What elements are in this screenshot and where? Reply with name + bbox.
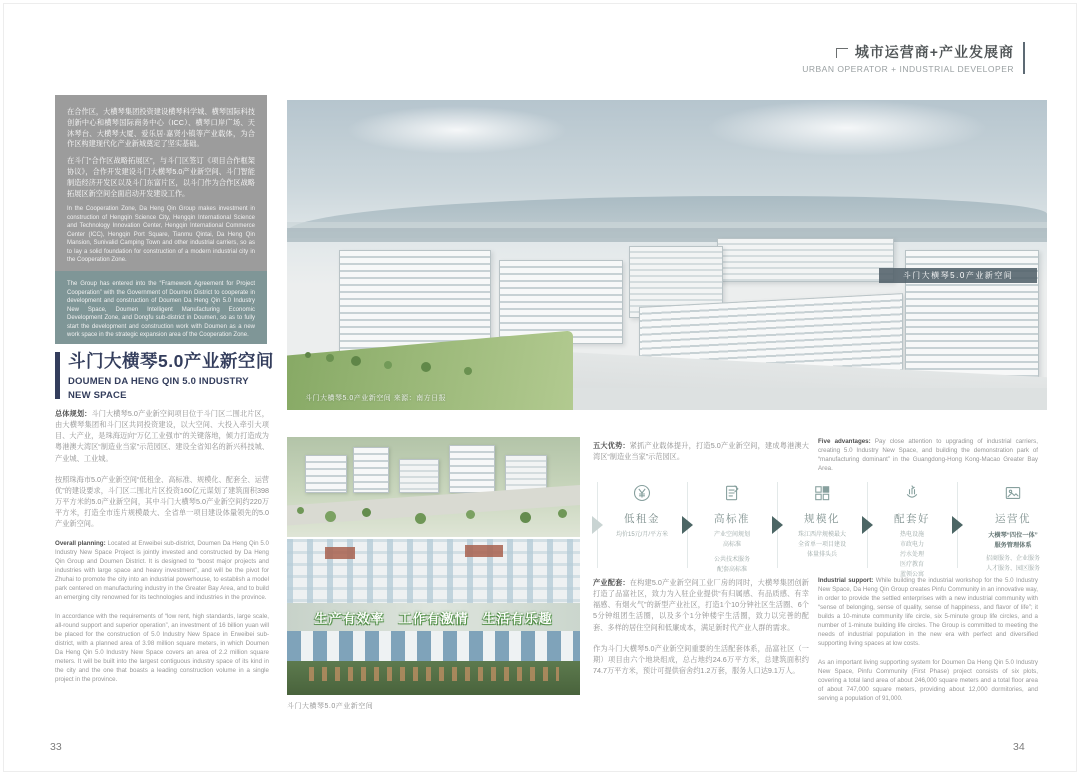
advantage-title: 高标准 [714, 513, 750, 525]
industrial-support-label-en: Industrial support: [818, 577, 874, 584]
header-title-en: URBAN OPERATOR + INDUSTRIAL DEVELOPER [802, 64, 1014, 74]
advantage-item-scale [785, 482, 859, 568]
five-advantages-zh-body: 紧抓产业载体提升，打造5.0产业新空间，建成粤港澳大湾区“制造业当家”示范园区。 [593, 441, 809, 462]
intro-box [55, 95, 267, 344]
advantage-item-support [875, 482, 949, 578]
section-title-zh: 斗门大横琴5.0产业新空间 [68, 351, 274, 371]
five-advantages-en-text [818, 438, 1038, 474]
cloud-shape [347, 106, 567, 154]
header-title-zh [802, 42, 1014, 62]
advantage-sub [965, 555, 1061, 575]
overall-planning-en [55, 540, 269, 695]
five-advantages-label-zh: 五大优势： [593, 441, 630, 450]
advantage-sub-line: 市政电力 [899, 541, 924, 548]
five-advantages-zh-text [593, 440, 809, 462]
slogan-banner-text: 生产有效率 工作有激情 生活有乐趣 [314, 610, 553, 626]
sea-strip-shape [287, 228, 1047, 242]
building-sign: 斗门大横琴5.0产业新空间 [879, 268, 1037, 283]
intro-paragraph-en-1: In the Cooperation Zone, Da Heng Qin Group makes investment in construction of Hengqin Science City, Hengqin International Science and Technology Innovation Center, Hengqin International Commerce Center (ICC), Hengqin Port Square, Tianmu Qintai, Da Heng Qin Mansion, Sunivalid Camping Town and other industrial carriers, so as to lay a solid foundation for construction of a modern industrial city in the Cooperation Zone. [67, 206, 255, 264]
advantage-sub [695, 531, 769, 576]
five-advantages-en-body: Pay close attention to upgrading of industrial carriers, creating 5.0 Industry New Space, and building the demonstration park of “manufacturing dominant” in the Guangdong-Hong Kong-Macao Greater Bay Area. [818, 438, 1038, 472]
aerial-render-photo [287, 437, 580, 537]
intro-paragraph-zh-2: 在斗门“合作区战略拓展区”，与斗门区签订《项目合作框架协议》，合作开发建设斗门大横琴5.0产业新空间、斗门智能制造经济开发区以及斗门东富片区，以斗门作为合作区战略拓展区新空间全面启动开发建设工作。 [67, 156, 255, 198]
page-number-right: 34 [1013, 741, 1025, 753]
arrow-right-icon [589, 482, 605, 568]
advantage-item-operation [965, 482, 1061, 573]
advantage-sub-line: 服务管理体系 [994, 541, 1032, 549]
advantage-sub-line: 人才服务、园区服务 [985, 566, 1040, 573]
advantage-sub-line: 热电设施 [899, 532, 924, 538]
overall-planning-zh-2: 按照珠海市5.0产业新空间“低租金、高标准、规模化、配套全、运营优”的建设要求，斗门区二围北片区投资160亿元谋划了建筑面积398万平方米的5.0产业新空间，其中斗门大横琴5.0产业新空间约220万平方米，打造全市连片规模最大、全省单一项目建设体量领先的5.0产业新空间。 [55, 474, 269, 529]
advantage-sub-line: 体量排头兵 [806, 551, 837, 558]
five-advantages-en [818, 438, 1038, 484]
window-band-shape [287, 631, 580, 661]
overall-planning-en-1 [55, 540, 269, 603]
advantage-item-high-standard [695, 482, 769, 573]
advantage-sub-line: 全省单一项目建设 [797, 541, 846, 548]
industrial-support-zh [593, 577, 809, 686]
advantage-sub-line: 招商服务、企业服务 [985, 556, 1040, 563]
tree-dots-shape [305, 352, 311, 358]
overall-planning-zh [55, 408, 269, 540]
advantage-title: 规模化 [804, 513, 840, 525]
advantage-title: 运营优 [995, 513, 1031, 525]
intro-paragraph-en-2: The Group has entered into the “Framework Agreement for Project Cooperation” with the Government of Doumen District to cooperate in development and construction of Doumen Da Heng Qin 5.0 Industry New Space, Doumen Intelligent Manufacturing Economic Development Zone, and Dongfu sub-district in Doumen, so as to fully start the development and construction work with Doumen as a new work space in the strategic expansion area of the Cooperation Zone. [55, 271, 267, 344]
blocks-grid-icon [812, 483, 832, 503]
page-header [802, 42, 1025, 74]
arrow-right-icon [679, 482, 695, 568]
advantage-title: 低租金 [624, 513, 660, 525]
advantage-sub-line: 医疗教育 [899, 561, 924, 568]
arrow-right-icon [949, 482, 965, 568]
advantage-sub-line: 大横琴“四位一体” [988, 532, 1038, 539]
advantage-sub [875, 531, 949, 580]
advantage-item-low-rent [605, 482, 679, 568]
slogan-banner [287, 603, 580, 631]
advantage-sub-line: 均价15元/月/平方米 [615, 532, 668, 538]
yuan-coin-icon [632, 483, 652, 503]
advantage-sub [605, 531, 679, 541]
header-title-zh-text: 城市运营商+产业发展商 [854, 44, 1014, 60]
advantage-sub-line: 高标准 [722, 541, 741, 548]
building-shape [449, 445, 495, 493]
advantage-sub-line: 产业空间规划 [713, 532, 750, 538]
courtyard-photo [287, 539, 580, 695]
section-title [55, 352, 274, 402]
community-photo-caption: 斗门大横琴5.0产业新空间 [287, 703, 374, 710]
pergola-shape [309, 667, 559, 681]
industrial-support-en-1-text: While building the industrial workshop for the 5.0 Industry New Space, Da Heng Qin Group creates Pinfu Community in an innovative way, in order to provide the settled enterprises with a new industrial community with “sense of belonging, sense of quality, sense of happiness, and flavor of life”; it builds a 10-minute community life circle, six 5-minute group life circles, and a number of 1-minute building life circles. The Group is committed to meeting the needs of industrial population in the new era with perfect and diversified supporting living spaces at low costs. [818, 577, 1038, 647]
image-frame-icon [1003, 483, 1023, 503]
advantage-sub-line: 珠江西岸规模最大 [797, 532, 846, 538]
overall-planning-zh-1 [55, 408, 269, 464]
industrial-support-zh-1 [593, 577, 809, 633]
page-number-left: 33 [50, 741, 62, 753]
advantage-title: 配套好 [894, 513, 930, 525]
hand-service-icon [902, 483, 922, 503]
advantage-sub-line: 公共技术服务 [713, 556, 750, 563]
arrow-right-icon [859, 482, 875, 568]
building-shape [305, 455, 347, 493]
industrial-support-label-zh: 产业配套： [593, 578, 630, 587]
building-shape [399, 459, 439, 493]
overall-planning-en-2: In accordance with the requirements of “low rent, high standards, large scale, all-round support and superior operation”, an investment of 16 billion yuan will be placed for the construction of 5.0 Industry New Space in Erweibei sub-district, with a planned area of 3.98 million square meters, in which Doumen Da Heng Qin 5.0 Industry New Space covers an area of 2.2 million square meters. It will be built into the largest contiguous industry space of its kind in the city and the one that boasts a leading construction volume in a single project in the province. [55, 612, 269, 683]
overall-planning-en-1-text: Located at Erweibei sub-district, Doumen Da Heng Qin 5.0 Industry New Space Project is jointly invested and constructed by Da Heng Qin Group and Doumen District. It is designed to “boost major projects and industries with large space and heavy investment”, and will be the pivot for Zhuhai to promote the city into an industrial powerhouse, to establish a model park centered on manufacturing industry in the Greater Bay Area, and to build an emerging city renowned for its technologies and industries in the province. [55, 540, 269, 601]
cloud-shape [707, 100, 987, 156]
advantage-sub-bold [965, 531, 1061, 550]
brick-wall-shape [465, 545, 503, 557]
panorama-caption: 斗门大横琴5.0产业新空间 来源：南方日报 [305, 395, 447, 402]
advantage-sub [785, 531, 859, 561]
advantage-sub-line: 污水处理 [899, 551, 924, 558]
brick-wall-shape [325, 547, 355, 559]
advantage-sub-line: 配套高标准 [716, 566, 747, 573]
building-shape [717, 238, 894, 282]
arrow-right-icon [769, 482, 785, 568]
section-title-text [68, 352, 274, 402]
overall-planning-zh-1-text: 斗门大横琴5.0产业新空间项目位于斗门区二围北片区，由大横琴集团和斗门区共同投资建设，以大空间、大投入牵引大项目、大产业，是珠海迈向“万亿工业强市”的关键落地，倾力打造成为粤港澳大湾区“制造业当家”示范园区、建设全省知名的新兴科技城、产业城、工业城。 [55, 409, 269, 463]
document-pencil-icon [722, 483, 742, 503]
five-advantages-label-en: Five advantages: [818, 438, 871, 445]
industrial-support-en-2: As an important living supporting system for Doumen Da Heng Qin 5.0 Industry New Space, Pinfu Community (First Phase) project consists of six plots, covering a total land area of about 246,000 square meters and a total floor area of about 747,000 square meters, providing about 12,000 dormitories, and serving a population of 91,000. [818, 658, 1038, 702]
industrial-support-zh-1-text: 在构建5.0产业新空间工业厂房的同时，大横琴集团创新打造了品富社区，致力为入驻企业提供“有归属感、有品质感、有幸福感、有烟火气”的新型产业社区，打造1个10分钟社区生活圈、6个5分钟组团生活圈，以及多个1分钟楼宇生活圈，致力以完善的配套、多样的居住空间和低廉成本，满足新时代产业人群的需求。 [593, 578, 809, 632]
industrial-support-en [818, 577, 1038, 714]
overall-planning-label-en: Overall planning: [55, 540, 106, 547]
section-title-en: DOUMEN DA HENG QIN 5.0 INDUSTRY NEW SPACE [68, 376, 249, 401]
building-shape [353, 447, 389, 493]
panorama-photo [287, 100, 1047, 410]
tree-dots-shape [297, 507, 304, 514]
overall-planning-label-zh: 总体规划： [55, 409, 92, 418]
community-photos [287, 437, 580, 711]
advantage-sub-line: 蓝领公寓 [899, 571, 924, 578]
corner-bracket-icon [836, 48, 848, 58]
title-accent-bar [55, 352, 60, 399]
industrial-support-en-1 [818, 577, 1038, 649]
industrial-support-zh-2: 作为斗门大横琴5.0产业新空间重要的生活配套体系，品富社区（一期）项目由六个地块组成，总占地约24.6万平方米，总建筑面积约74.7万平方米，预计可提供宿舍约1.2万套，服务人口达9.1万人。 [593, 643, 809, 676]
five-advantages-zh [593, 440, 809, 472]
intro-paragraph-zh-1: 在合作区，大横琴集团投资建设横琴科学城、横琴国际科技创新中心和横琴国际商务中心（ICC）、横琴口岸广场、天沐琴台、大横琴大厦、爱乐居·嘉贤小镇等产业载体，为合作区构建现代化产业新城奠定了坚实基础。 [67, 107, 255, 149]
five-advantages-diagram [589, 482, 1047, 578]
